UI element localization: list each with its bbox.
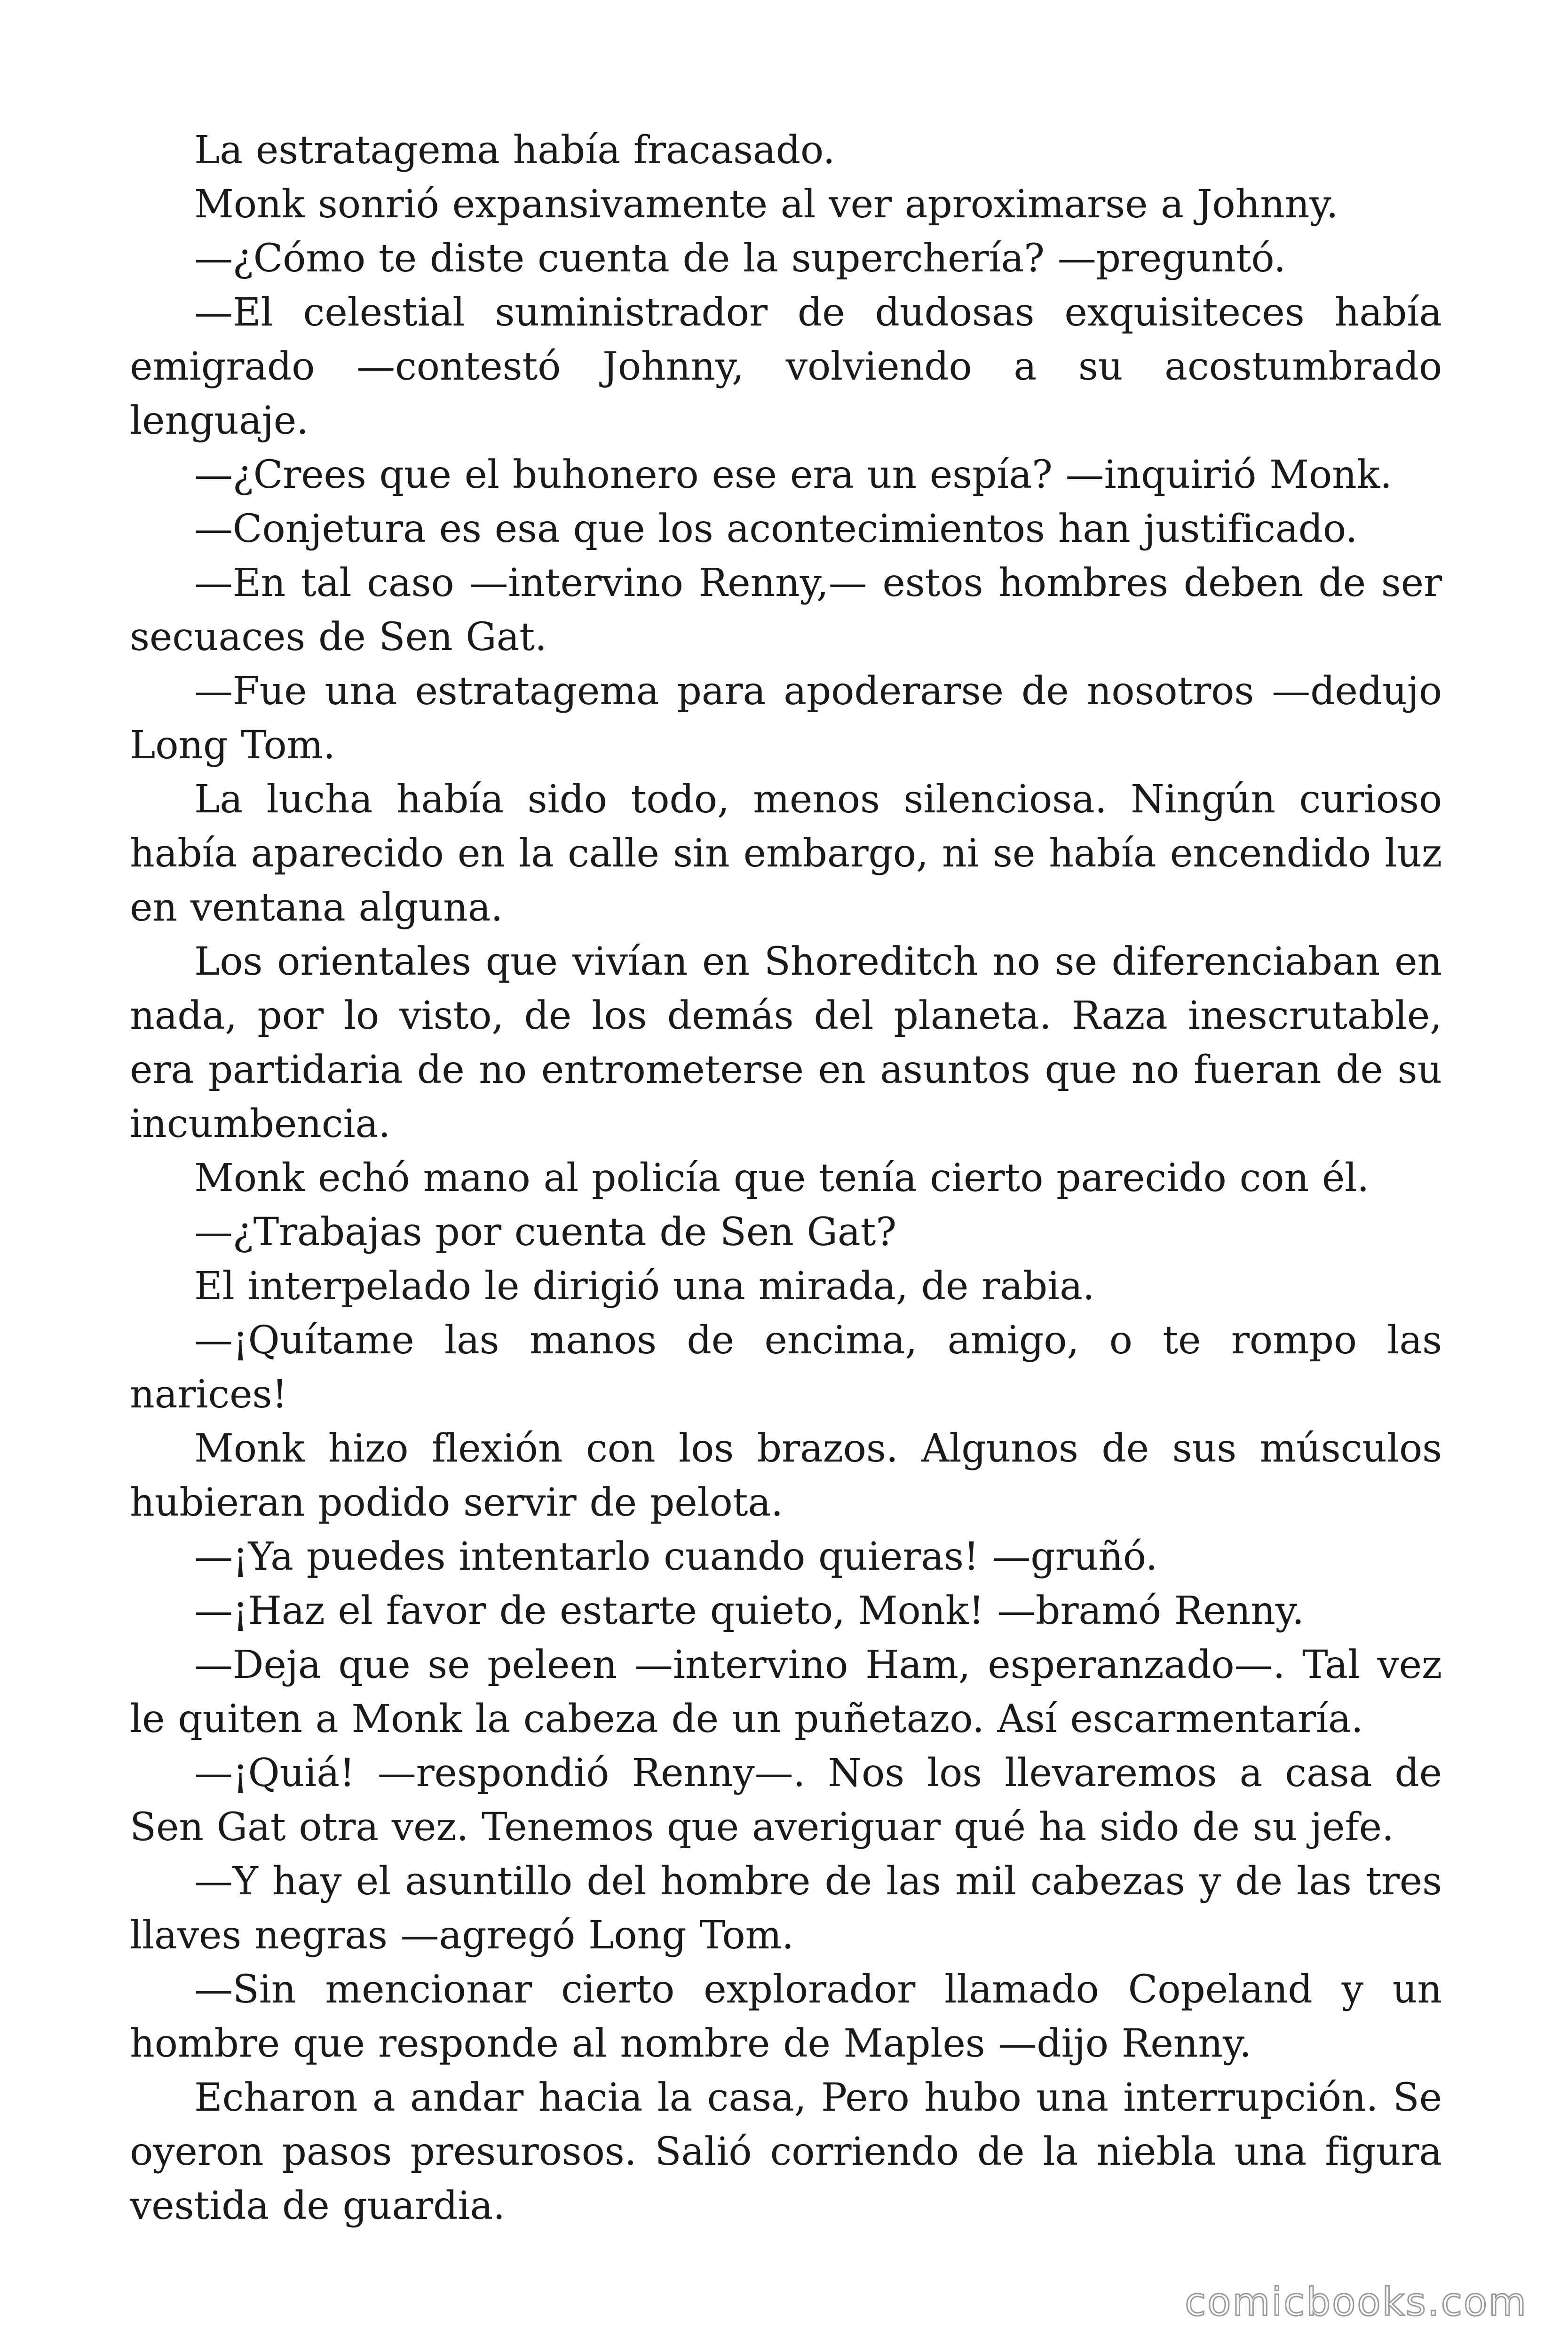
paragraph-17: —¡Haz el favor de estarte quieto, Monk! —bramó Renny.: [194, 1589, 1304, 1633]
watermark: comicbooks.com: [1185, 2280, 1528, 2325]
paragraph-7: —En tal caso —intervino Renny,— estos hombres deben de ser secuaces de Sen Gat.: [130, 561, 1442, 660]
paragraph-13: El interpelado le dirigió una mirada, de rabia.: [194, 1264, 1095, 1309]
paragraph-1: La estratagema había fracasado.: [194, 128, 835, 173]
paragraph-15: Monk hizo flexión con los brazos. Algunos de sus músculos hubieran podido servir de pelota.: [130, 1426, 1442, 1525]
paragraph-3: —¿Cómo te diste cuenta de la superchería? —preguntó.: [194, 236, 1286, 281]
paragraph-10: Los orientales que vivían en Shoreditch no se diferenciaban en nada, por lo visto, de los demás del planeta. Raza inescrutable, era partidaria de no entrometerse en asuntos que no fueran de su incumbencia.: [130, 939, 1442, 1146]
paragraph-8: —Fue una estratagema para apoderarse de nosotros —dedujo Long Tom.: [130, 669, 1442, 768]
paragraph-22: Echaron a andar hacia la casa, Pero hubo una interrupción. Se oyeron pasos presurosos. Salió corriendo de la niebla una figura vestida de guardia.: [130, 2075, 1442, 2228]
paragraph-2: Monk sonrió expansivamente al ver aproximarse a Johnny.: [194, 182, 1338, 227]
paragraph-9: La lucha había sido todo, menos silenciosa. Ningún curioso había aparecido en la calle sin embargo, ni se había encendido luz en ventana alguna.: [130, 777, 1442, 930]
paragraph-4: —El celestial suministrador de dudosas exquisiteces había emigrado —contestó Johnny, volviendo a su acostumbrado lenguaje.: [130, 290, 1442, 443]
paragraph-21: —Sin mencionar cierto explorador llamado Copeland y un hombre que responde al nombre de Maples —dijo Renny.: [130, 1967, 1442, 2066]
paragraph-11: Monk echó mano al policía que tenía cierto parecido con él.: [194, 1156, 1370, 1200]
paragraph-5: —¿Crees que el buhonero ese era un espía? —inquirió Monk.: [194, 453, 1392, 497]
paragraph-19: —¡Quiá! —respondió Renny—. Nos los llevaremos a casa de Sen Gat otra vez. Tenemos que averiguar qué ha sido de su jefe.: [130, 1751, 1442, 1850]
paragraph-20: —Y hay el asuntillo del hombre de las mil cabezas y de las tres llaves negras —agregó Long Tom.: [130, 1859, 1442, 1958]
page-body: [130, 123, 1442, 2228]
paragraph-16: —¡Ya puedes intentarlo cuando quieras! —gruñó.: [194, 1534, 1158, 1579]
paragraph-6: —Conjetura es esa que los acontecimientos han justificado.: [194, 507, 1358, 551]
paragraph-12: —¿Trabajas por cuenta de Sen Gat?: [194, 1210, 897, 1255]
paragraph-18: —Deja que se peleen —intervino Ham, esperanzado—. Tal vez le quiten a Monk la cabeza de un puñetazo. Así escarmentaría.: [130, 1643, 1442, 1741]
paragraph-14: —¡Quítame las manos de encima, amigo, o te rompo las narices!: [130, 1318, 1442, 1417]
